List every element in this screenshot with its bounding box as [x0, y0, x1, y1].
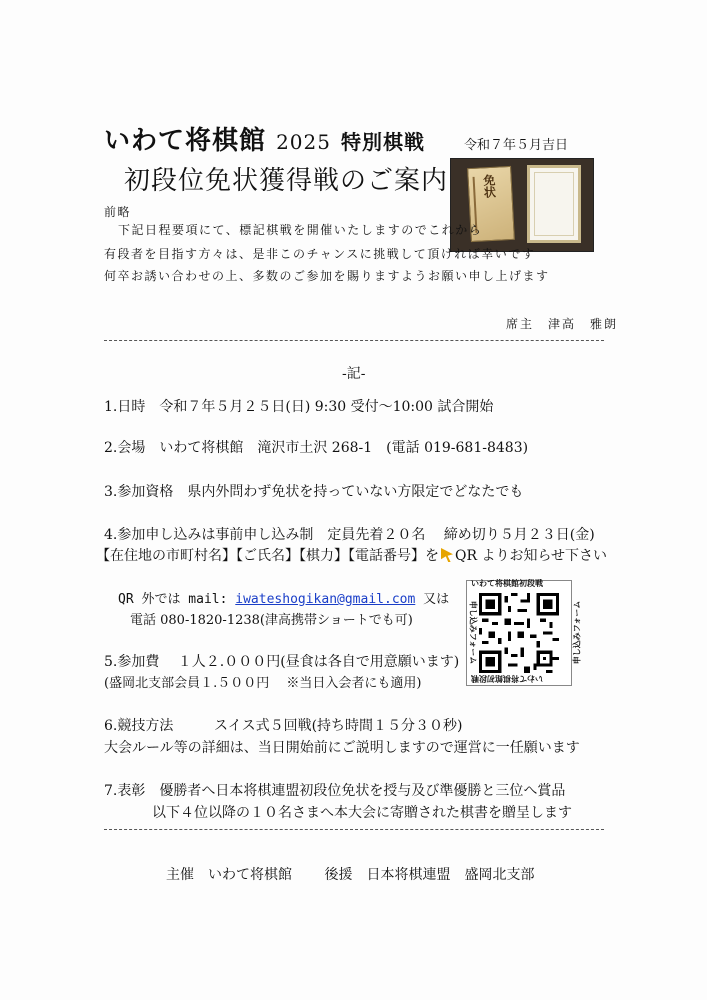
- ki-heading: -記-: [342, 366, 366, 382]
- qr-pattern: [479, 593, 559, 673]
- pointer-icon: [441, 548, 453, 562]
- item-fee-member: (盛岡北支部会員１.５００円 ※当日入会者にも適用): [104, 676, 422, 691]
- item-fee: 5.参加費 １人２.０００円(昼食は各自で用意願います): [104, 654, 460, 670]
- qr-label-top: いわて将棋館初段戦: [471, 579, 543, 588]
- item-format: [104, 715, 173, 735]
- intro-line-2: 有段者を目指す方々は、是非このチャンスに挑戦して頂ければ幸いです: [104, 247, 536, 261]
- divider-top: [104, 340, 604, 341]
- application-qr-note: QR よりお知らせ下さい: [455, 548, 608, 564]
- org-name: いわて将棋館: [104, 126, 267, 156]
- qr-code[interactable]: [466, 579, 582, 686]
- qr-label-bottom: いわて将棋館初段戦: [471, 674, 543, 683]
- contact-phone: 電話 080-1820-1238(津高携帯ショートでも可): [130, 613, 413, 628]
- item-application-info: [96, 545, 607, 565]
- application-fields: 【在住地の市町村名】【ご氏名】【棋力】【電話番号】を: [96, 548, 439, 564]
- salutation: 前略: [104, 205, 132, 219]
- footer-organizers: 主催 いわて将棋館 後援 日本将棋連盟 盛岡北支部: [166, 867, 535, 883]
- event-type: 特別棋戦: [341, 130, 426, 154]
- divider-bottom: [104, 829, 604, 830]
- issue-date: 令和７年５月吉日: [464, 138, 569, 153]
- item-awards-2: 以下４位以降の１０名さまへ本大会に寄贈された棋書を贈呈します: [152, 805, 572, 821]
- item-rules: 大会ルール等の詳細は、当日開始前にご説明しますので運営に一任願います: [104, 740, 580, 756]
- item-eligibility: 3.参加資格 県内外問わず免状を持っていない方限定でどなたでも: [104, 484, 524, 500]
- qr-label-right: 申し込みフォーム: [572, 600, 582, 665]
- item-venue: 2.会場 いわて将棋館 滝沢市土沢 268-1 (電話 019-681-8483): [104, 440, 529, 456]
- email-link[interactable]: iwateshogikan@gmail.com: [235, 592, 416, 607]
- mail-label: QR 外では mail:: [118, 592, 228, 607]
- certificate-frame: [527, 165, 581, 243]
- format-value: スイス式５回戦(持ち時間１５分３０秒): [214, 718, 463, 734]
- item-awards: 7.表彰 優勝者へ日本将棋連盟初段位免状を授与及び準優勝と三位へ賞品: [104, 783, 566, 799]
- event-year: 2025: [276, 130, 331, 154]
- qr-label-left: 申し込みフォーム: [468, 600, 478, 665]
- mail-suffix: 又は: [423, 592, 450, 607]
- certificate-label: 免状: [481, 173, 497, 199]
- page-title: 初段位免状獲得戦のご案内: [124, 166, 449, 196]
- format-label: 6.競技方法: [104, 718, 174, 734]
- item-application: 4.参加申し込みは事前申し込み制 定員先着２０名 締め切り５月２３日(金): [104, 527, 595, 543]
- contact-mail-line: [118, 588, 449, 607]
- intro-line-3: 何卒お誘い合わせの上、多数のご参加を賜りますようお願い申し上げます: [104, 269, 550, 283]
- item-datetime: 1.日時 令和７年５月２５日(日) 9:30 受付～10:00 試合開始: [104, 399, 494, 415]
- intro-line-1: 下記日程要項にて、標記棋戦を開催いたしますのでこれから: [118, 223, 483, 237]
- signature: 席主 津高 雅朗: [506, 317, 619, 331]
- event-title: [104, 120, 425, 157]
